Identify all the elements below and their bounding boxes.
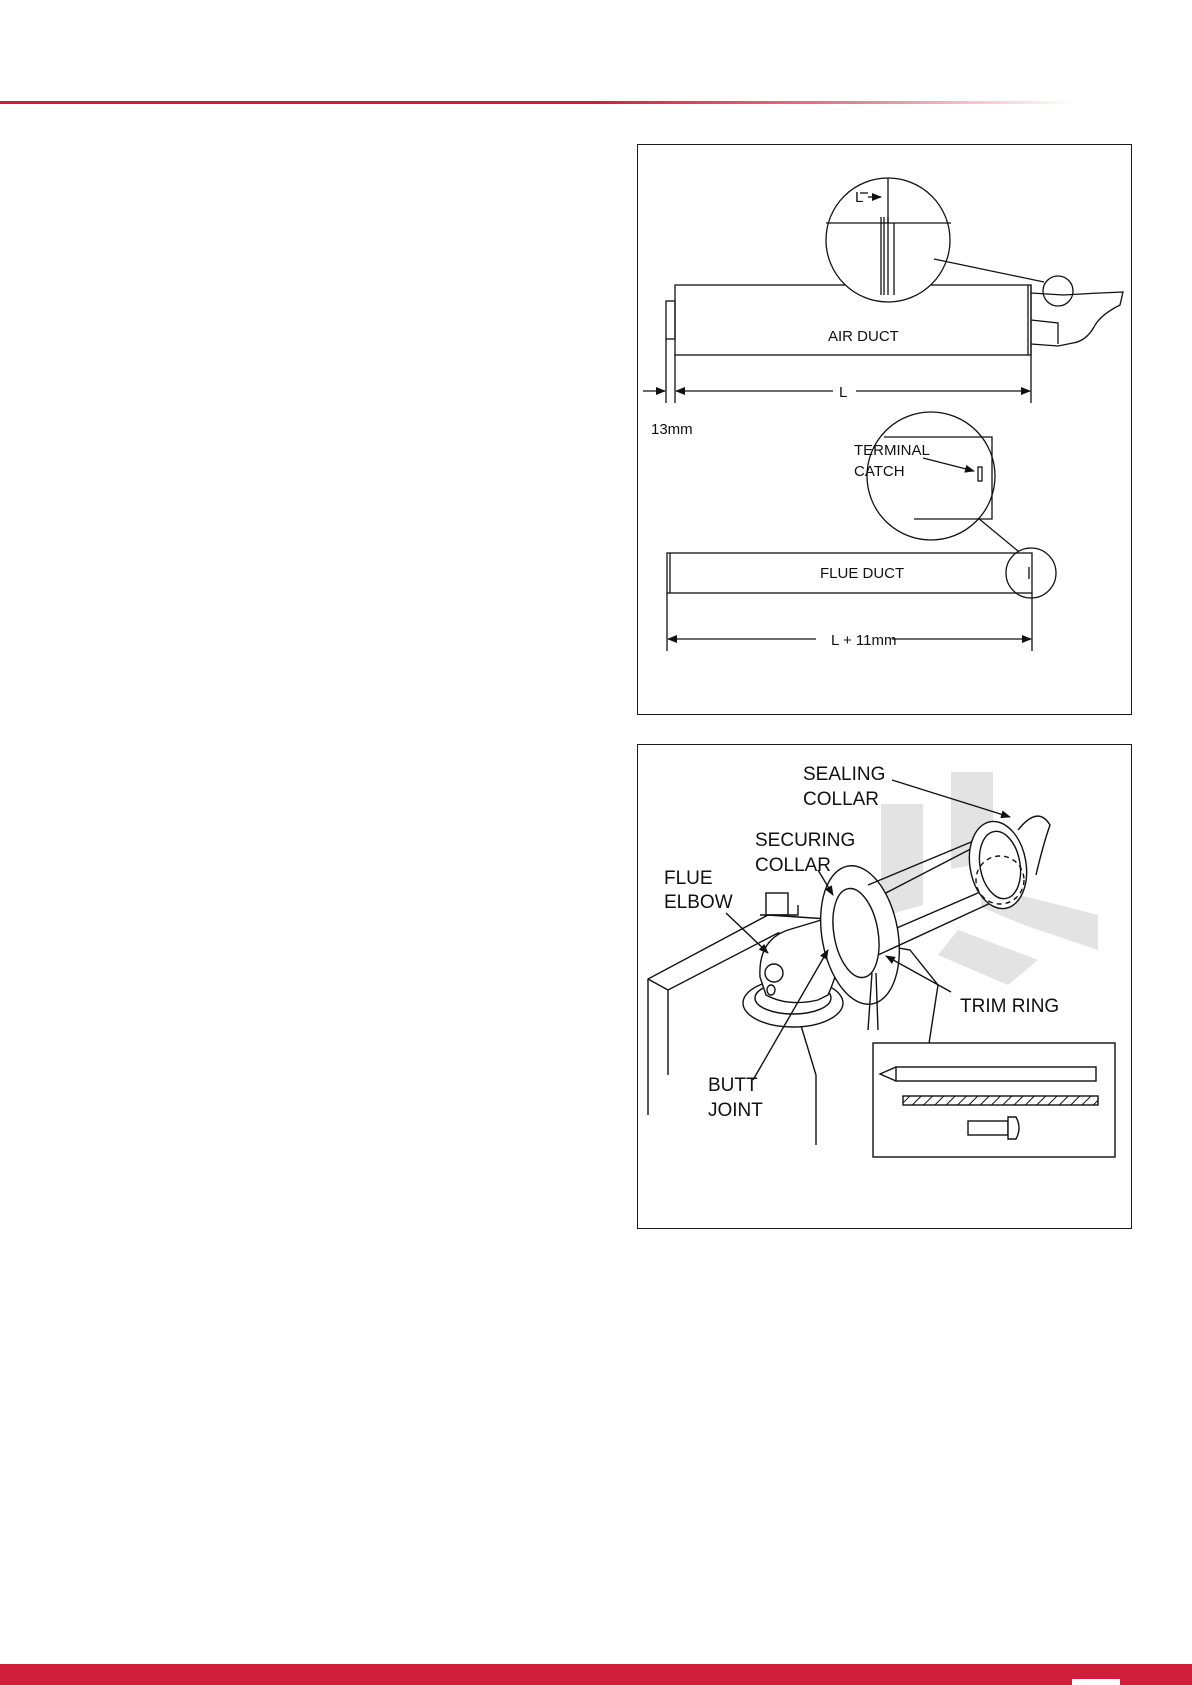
zoom-dimension-label: L: [855, 189, 864, 206]
footer-tab: [1072, 1679, 1120, 1685]
butt-joint-label-1: BUTT: [708, 1075, 758, 1096]
header-rule: [0, 101, 1075, 104]
sealing-collar-label-2: COLLAR: [803, 789, 880, 810]
terminal: [1031, 292, 1123, 346]
flue-elbow-label-2: ELBOW: [664, 892, 733, 913]
flue-assembly-diagram: [638, 745, 1133, 1230]
screw-icon: [968, 1121, 1008, 1135]
butt-joint-label-2: JOINT: [708, 1100, 763, 1121]
drill-bit-icon: [903, 1096, 1098, 1105]
air-duct-spigot: [666, 301, 675, 339]
securing-collar-label-2: COLLAR: [755, 855, 832, 876]
securing-collar-label-1: SECURING: [755, 830, 856, 851]
flue-duct-label: FLUE DUCT: [820, 565, 905, 582]
length-label: L: [839, 384, 848, 401]
sealing-collar-label-1: SEALING: [803, 764, 886, 785]
terminal-catch-label-2: CATCH: [854, 463, 905, 480]
terminal-catch-label-1: TERMINAL: [854, 442, 930, 459]
flue-length-label: L + 11mm: [831, 632, 897, 649]
air-duct-label: AIR DUCT: [828, 328, 899, 345]
offset-label: 13mm: [651, 421, 693, 438]
flue-assembly-figure: [637, 744, 1132, 1229]
pencil-icon: [896, 1067, 1096, 1081]
duct-length-diagram: [638, 145, 1133, 716]
flue-elbow-label-1: FLUE: [664, 868, 713, 889]
footer-band: [0, 1664, 1192, 1685]
duct-length-figure: [637, 144, 1132, 715]
trim-ring-label: TRIM RING: [960, 996, 1060, 1017]
detail-circle: [1043, 276, 1073, 306]
